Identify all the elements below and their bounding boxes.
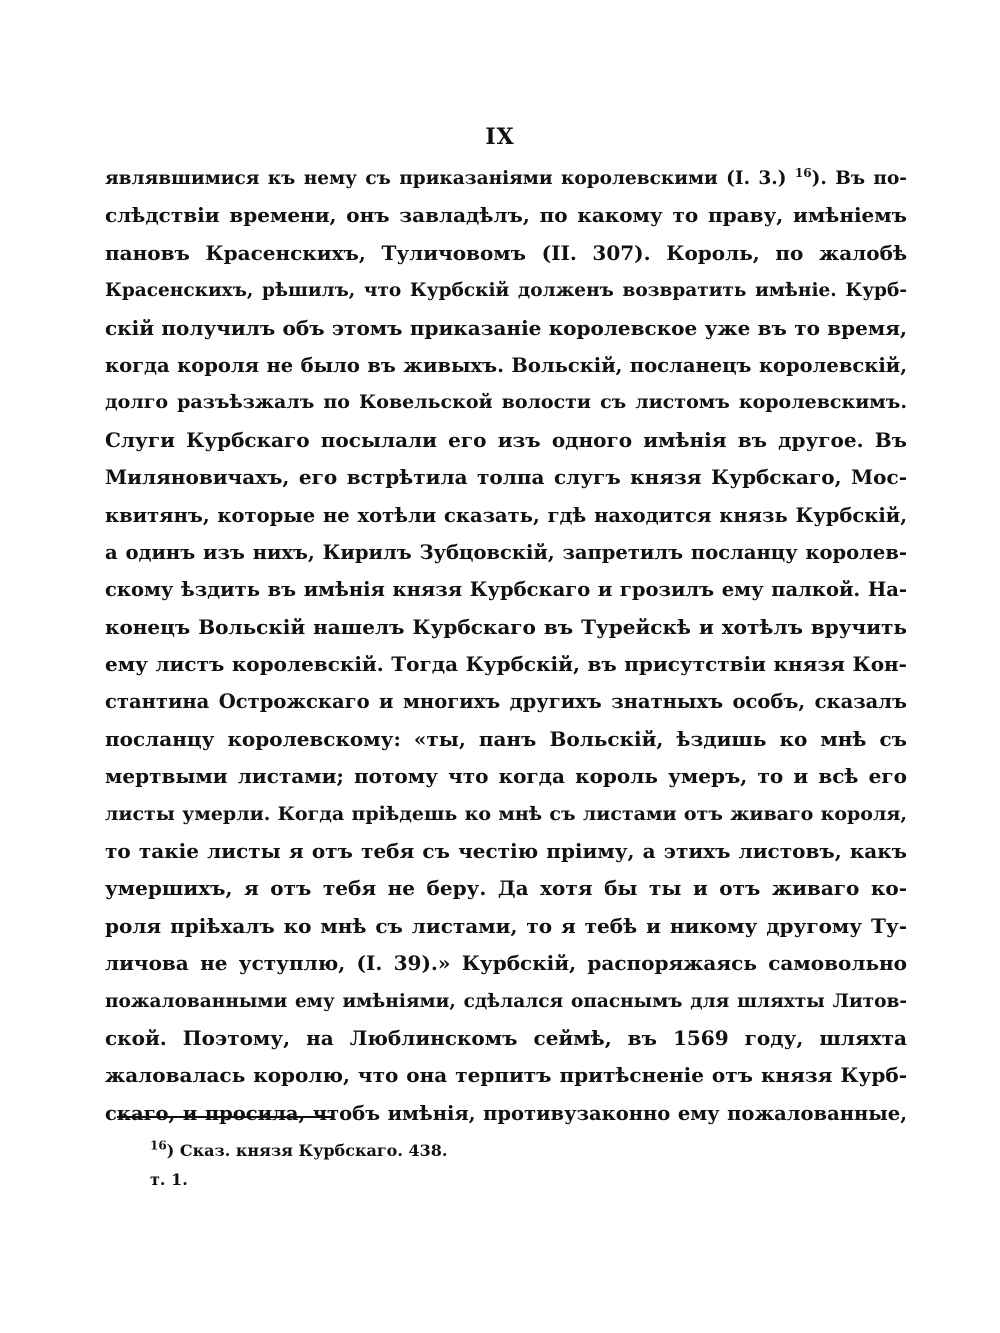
text-line: личова не уступлю, (I. 39).» Курбскій, распоряжаясь самовольно (105, 951, 907, 976)
text-line: скаго, и просила, чтобъ имѣнія, противузаконно ему пожалованные, (105, 1101, 907, 1125)
text-line: скій получилъ объ этомъ приказаніе королевское уже въ то время, (105, 315, 907, 340)
text-line: умершихъ, я отъ тебя не беру. Да хотя бы ты и отъ живаго ко- (105, 876, 907, 901)
text-line: квитянъ, которые не хотѣли сказать, гдѣ находится князь Курбскій, (105, 503, 907, 527)
text-line: стантина Острожскаго и многихъ другихъ знатныхъ особъ, сказалъ (105, 690, 907, 714)
text-line-1 (105, 160, 907, 197)
text-line: мертвыми листами; потому что когда король умеръ, то и всѣ его (105, 764, 907, 789)
text-line: пановъ Красенскихъ, Туличовомъ (II. 307). Король, по жалобѣ (105, 240, 907, 265)
text-line: ему листъ королевскій. Тогда Курбскій, въ присутствіи князя Кон- (105, 652, 907, 677)
text-line: скому ѣздить въ имѣнія князя Курбскаго и грозилъ ему палкой. На- (105, 578, 907, 602)
footnote-divider (117, 1116, 332, 1118)
body-text (105, 160, 907, 1132)
footnote-reference: 16 (794, 165, 812, 180)
text-line: Слуги Курбскаго посылали его изъ одного имѣнія въ другое. Въ (105, 427, 907, 452)
text-line: Красенскихъ, рѣшилъ, что Курбскій долженъ возвратить имѣніе. Курб- (105, 280, 907, 302)
text-line: листы умерли. Когда пріѣдешь ко мнѣ съ листами отъ живаго короля, (105, 802, 907, 825)
text-line: долго разъѣзжалъ по Ковельской волости съ листомъ королевскимъ. (105, 391, 907, 414)
text-line: Миляновичахъ, его встрѣтила толпа слугъ князя Курбскаго, Мос- (105, 465, 907, 490)
text-line: слѣдствіи времени, онъ завладѣлъ, по какому то праву, имѣніемъ (105, 203, 907, 228)
page-number: IX (485, 124, 515, 150)
text-line: пожалованными ему имѣніями, сдѣлался опаснымъ для шляхты Литов- (105, 990, 907, 1012)
footnote-mark: 16 (150, 1138, 167, 1153)
footnote (150, 1138, 447, 1164)
text-line: то такіе листы я отъ тебя съ честію пріиму, а этихъ листовъ, какъ (105, 839, 907, 864)
footnote-text: ) Сказ. князя Курбскаго. 438. (166, 1141, 448, 1160)
text-line-1-main: являвшимися къ нему съ приказаніями королевскими (I. 3.) (105, 168, 787, 189)
text-line: а одинъ изъ нихъ, Кирилъ Зубцовскій, запретилъ посланцу королев- (105, 540, 907, 564)
text-line: конецъ Вольскій нашелъ Курбскаго въ Турейскѣ и хотѣлъ вручить (105, 614, 907, 639)
text-line: жаловалась королю, что она терпитъ притѣсненіе отъ князя Курб- (105, 1063, 907, 1088)
signature-mark: т. 1. (150, 1170, 188, 1189)
text-line: ской. Поэтому, на Люблинскомъ сеймѣ, въ 1569 году, шляхта (105, 1025, 907, 1050)
text-line: роля пріѣхалъ ко мнѣ съ листами, то я тебѣ и никому другому Ту- (105, 913, 907, 938)
text-line: когда короля не было въ живыхъ. Вольскій, посланецъ королевскій, (105, 353, 907, 377)
text-line-1-tail: ). Въ по- (811, 168, 907, 189)
text-line: посланцу королевскому: «ты, панъ Вольскій, ѣздишь ко мнѣ съ (105, 726, 907, 751)
